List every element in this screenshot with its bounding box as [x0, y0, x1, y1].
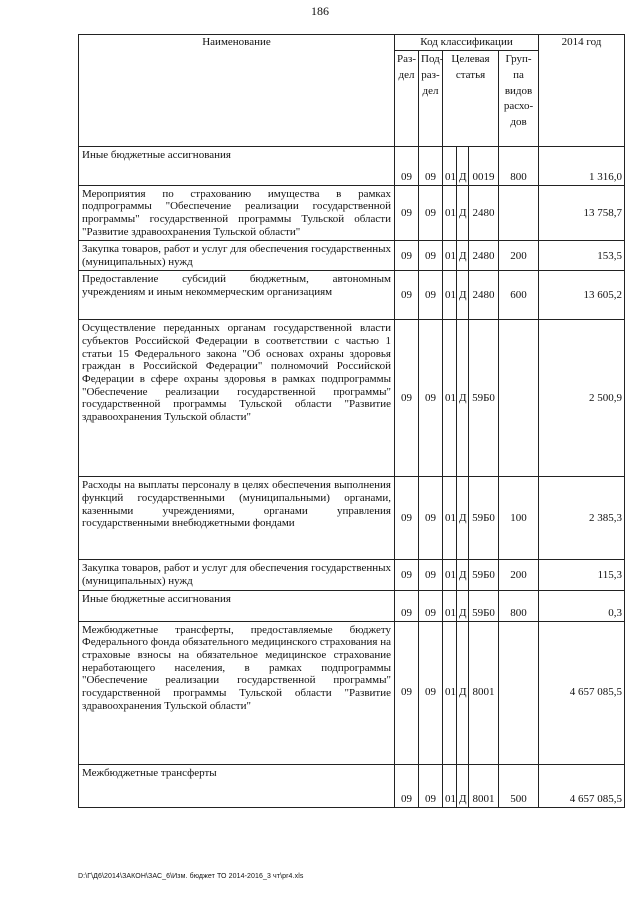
vr-cell: [499, 185, 539, 241]
amount-cell: 4 657 085,5: [539, 764, 625, 807]
cs2-cell: Д: [457, 185, 469, 241]
name-cell: Расходы на выплаты персоналу в целях обеспечения выполнения функций государственными (муниципальными) органами, казенными учреждениями, органами управления государственными внебюджетными фондами: [79, 477, 395, 560]
cs1-cell: 01: [443, 621, 457, 764]
name-cell: Закупка товаров, работ и услуг для обеспечения государственных (муниципальных) нужд: [79, 560, 395, 590]
name-cell: Межбюджетные трансферты, предоставляемые бюджету Федерального фонда обязательного медицинского страхования на страховые взносы на обязательное медицинское страхование неработающего населения, в рамках подпрограммы "Обеспечение реализации государственной программы" государственной программы Тульской области "Развитие здравоохранения Тульской области": [79, 621, 395, 764]
rz-cell: 09: [395, 621, 419, 764]
pr-cell: 09: [419, 477, 443, 560]
cs2-cell: Д: [457, 560, 469, 590]
amount-cell: 4 657 085,5: [539, 621, 625, 764]
cs3-cell: 0019: [469, 146, 499, 185]
cs1-cell: 01: [443, 764, 457, 807]
table-row: [79, 560, 625, 590]
cs1-cell: 01: [443, 271, 457, 320]
cs2-cell: Д: [457, 320, 469, 477]
header-name: Наименование: [79, 35, 395, 147]
pr-cell: 09: [419, 621, 443, 764]
cs3-cell: 59Б0: [469, 560, 499, 590]
vr-cell: 200: [499, 241, 539, 271]
cs3-cell: 59Б0: [469, 477, 499, 560]
pr-cell: 09: [419, 764, 443, 807]
cs2-cell: Д: [457, 621, 469, 764]
header-group: Груп-па видов расхо-дов: [499, 50, 539, 146]
rz-cell: 09: [395, 185, 419, 241]
table-row: [79, 621, 625, 764]
header-podrazdel: Под-раз-дел: [419, 50, 443, 146]
pr-cell: 09: [419, 146, 443, 185]
header-classification-code: Код классификации: [395, 35, 539, 51]
rz-cell: 09: [395, 590, 419, 621]
cs3-cell: 8001: [469, 764, 499, 807]
table-row: [79, 590, 625, 621]
name-cell: Осуществление переданных органам государственной власти субъектов Российской Федерации в соответствии с частью 1 статьи 15 Федерального закона "Об основах охраны здоровья граждан в Российской Федерации" полномочий Российской Федерации в сфере охраны здоровья в рамках подпрограммы "Обеспечение реализации государственной программы" государственной программы Тульской области "Развитие здравоохранения Тульской области": [79, 320, 395, 477]
amount-cell: 13 605,2: [539, 271, 625, 320]
rz-cell: 09: [395, 146, 419, 185]
table-row: [79, 146, 625, 185]
cs1-cell: 01: [443, 560, 457, 590]
cs3-cell: 59Б0: [469, 320, 499, 477]
cs2-cell: Д: [457, 477, 469, 560]
cs2-cell: Д: [457, 764, 469, 807]
rz-cell: 09: [395, 271, 419, 320]
name-cell: Межбюджетные трансферты: [79, 764, 395, 807]
cs1-cell: 01: [443, 185, 457, 241]
vr-cell: [499, 621, 539, 764]
amount-cell: 153,5: [539, 241, 625, 271]
table-row: [79, 764, 625, 807]
header-razdel: Раз-дел: [395, 50, 419, 146]
table-row: [79, 477, 625, 560]
page-number: 186: [311, 4, 329, 18]
cs3-cell: 2480: [469, 185, 499, 241]
table-row: [79, 241, 625, 271]
pr-cell: 09: [419, 320, 443, 477]
vr-cell: 500: [499, 764, 539, 807]
amount-cell: 2 500,9: [539, 320, 625, 477]
amount-cell: 13 758,7: [539, 185, 625, 241]
header-target: Целевая статья: [443, 50, 499, 146]
pr-cell: 09: [419, 560, 443, 590]
name-cell: Иные бюджетные ассигнования: [79, 146, 395, 185]
cs2-cell: Д: [457, 590, 469, 621]
table-body: [79, 146, 625, 807]
footer-file-path: D:\Г\Д6\2014\ЗАКОН\ЗАС_6\Изм. бюджет ТО 2014-2016_3 чт\pr4.xls: [78, 873, 304, 880]
pr-cell: 09: [419, 241, 443, 271]
table-row: [79, 185, 625, 241]
vr-cell: 600: [499, 271, 539, 320]
budget-table: [78, 34, 625, 808]
cs1-cell: 01: [443, 320, 457, 477]
vr-cell: 800: [499, 590, 539, 621]
cs1-cell: 01: [443, 477, 457, 560]
pr-cell: 09: [419, 271, 443, 320]
name-cell: Иные бюджетные ассигнования: [79, 590, 395, 621]
cs1-cell: 01: [443, 146, 457, 185]
vr-cell: [499, 320, 539, 477]
amount-cell: 1 316,0: [539, 146, 625, 185]
vr-cell: 800: [499, 146, 539, 185]
cs3-cell: 8001: [469, 621, 499, 764]
rz-cell: 09: [395, 477, 419, 560]
table-row: [79, 320, 625, 477]
pr-cell: 09: [419, 590, 443, 621]
cs2-cell: Д: [457, 241, 469, 271]
cs2-cell: Д: [457, 271, 469, 320]
amount-cell: 2 385,3: [539, 477, 625, 560]
cs3-cell: 2480: [469, 241, 499, 271]
pr-cell: 09: [419, 185, 443, 241]
cs3-cell: 59Б0: [469, 590, 499, 621]
cs1-cell: 01: [443, 590, 457, 621]
amount-cell: 115,3: [539, 560, 625, 590]
cs2-cell: Д: [457, 146, 469, 185]
header-year: 2014 год: [539, 35, 625, 147]
name-cell: Закупка товаров, работ и услуг для обеспечения государственных (муниципальных) нужд: [79, 241, 395, 271]
vr-cell: 100: [499, 477, 539, 560]
name-cell: Мероприятия по страхованию имущества в рамках подпрограммы "Обеспечение реализации государственной программы" государственной программы Тульской области "Развитие здравоохранения Тульской области": [79, 185, 395, 241]
table-row: [79, 271, 625, 320]
vr-cell: 200: [499, 560, 539, 590]
rz-cell: 09: [395, 241, 419, 271]
rz-cell: 09: [395, 764, 419, 807]
cs1-cell: 01: [443, 241, 457, 271]
cs3-cell: 2480: [469, 271, 499, 320]
amount-cell: 0,3: [539, 590, 625, 621]
rz-cell: 09: [395, 320, 419, 477]
name-cell: Предоставление субсидий бюджетным, автономным учреждениям и иным некоммерческим организациям: [79, 271, 395, 320]
rz-cell: 09: [395, 560, 419, 590]
